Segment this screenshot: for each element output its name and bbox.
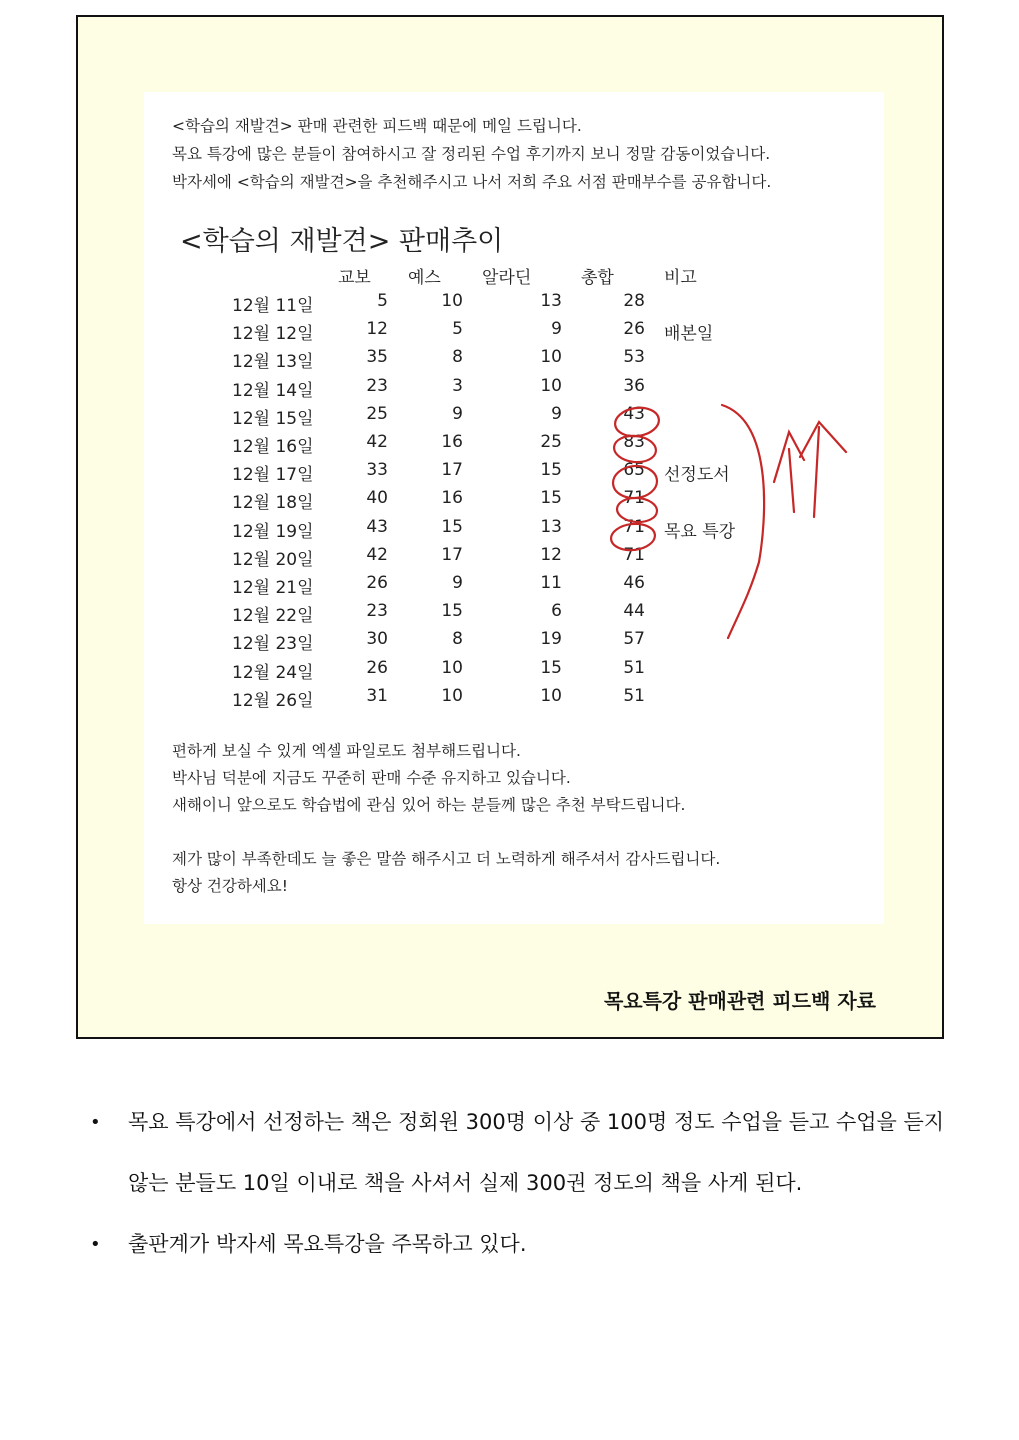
- row-date: 12월 16일: [232, 437, 314, 457]
- row-date: 12월 15일: [232, 408, 314, 429]
- cell-kyobo: 26: [366, 657, 388, 678]
- email-screenshot: [144, 92, 884, 924]
- header-yes: 예스: [408, 268, 441, 288]
- bullet-text: 목요 특강에서 선정하는 책은 정회원 300명 이상 중 100명 정도 수업을 듣고 수업을 듣지 않는 분들도 10일 이내로 책을 사셔서 실제 300권 정도의 책을 사게 된다.: [128, 1110, 945, 1195]
- cell-yes: 17: [441, 544, 463, 565]
- cell-kyobo: 33: [366, 460, 388, 481]
- cell-aladin: 10: [540, 375, 562, 396]
- table-row: [144, 686, 884, 714]
- cell-aladin: 9: [551, 403, 562, 424]
- cell-note: 선정도서: [664, 465, 730, 486]
- cell-yes: 10: [441, 657, 463, 678]
- cell-yes: 10: [441, 291, 463, 311]
- table-row: [144, 488, 884, 516]
- table-row: [144, 601, 884, 629]
- cell-aladin: 12: [540, 544, 562, 565]
- bullet-text: 출판계가 박자세 목요특강을 주목하고 있다.: [128, 1232, 527, 1256]
- cell-note: 목요 특강: [664, 521, 736, 542]
- row-date: 12월 23일: [232, 634, 314, 655]
- cell-aladin: 13: [540, 516, 562, 537]
- cell-total: 51: [623, 657, 645, 678]
- cell-kyobo: 30: [366, 629, 388, 650]
- table-row: [144, 545, 884, 573]
- row-date: 12월 26일: [232, 690, 314, 711]
- cell-note: 배본일: [664, 324, 714, 345]
- cell-aladin: 10: [540, 685, 562, 706]
- cell-kyobo: 25: [366, 403, 388, 424]
- cell-yes: 17: [441, 460, 463, 481]
- cell-yes: 16: [441, 432, 463, 452]
- cell-total: 65: [623, 460, 645, 481]
- table-row: [144, 517, 884, 545]
- cell-kyobo: 43: [366, 516, 388, 537]
- closing-line: 항상 건강하세요!: [172, 877, 288, 895]
- email-outro: [172, 738, 720, 900]
- cell-aladin: 11: [540, 573, 562, 593]
- cell-yes: 9: [452, 573, 463, 593]
- bullet-item: [90, 1092, 950, 1214]
- bullet-list: [90, 1092, 950, 1275]
- cell-yes: 8: [452, 629, 463, 650]
- cell-kyobo: 31: [366, 685, 388, 706]
- cell-yes: 15: [441, 601, 463, 622]
- table-row: [144, 629, 884, 657]
- row-date: 12월 11일: [232, 296, 314, 316]
- cell-yes: 3: [452, 375, 463, 396]
- cell-aladin: 9: [551, 319, 562, 340]
- cell-kyobo: 40: [366, 488, 388, 509]
- outro-line: 박사님 덕분에 지금도 꾸준히 판매 수준 유지하고 있습니다.: [172, 769, 571, 787]
- cell-yes: 9: [452, 403, 463, 424]
- table-row: [144, 376, 884, 404]
- figure-frame: [76, 15, 944, 1039]
- table-title: <학습의 재발견> 판매추이: [180, 226, 504, 257]
- cell-kyobo: 42: [366, 544, 388, 565]
- row-date: 12월 20일: [232, 549, 314, 570]
- bullet-item: [90, 1214, 950, 1275]
- row-date: 12월 18일: [232, 493, 314, 514]
- cell-yes: 8: [452, 347, 463, 368]
- cell-aladin: 15: [540, 657, 562, 678]
- table-row: [144, 404, 884, 432]
- cell-kyobo: 12: [366, 319, 388, 340]
- closing-line: 제가 많이 부족한데도 늘 좋은 말씀 해주시고 더 노력하게 해주셔서 감사드립니다.: [172, 850, 721, 868]
- cell-total: 43: [623, 403, 645, 424]
- cell-kyobo: 5: [377, 291, 388, 311]
- header-aladin: 알라딘: [482, 268, 532, 288]
- header-note: 비고: [664, 268, 697, 288]
- cell-yes: 5: [452, 319, 463, 340]
- table-row: [144, 319, 884, 347]
- table-row: [144, 460, 884, 488]
- row-date: 12월 14일: [232, 380, 314, 401]
- bullet-marker: •: [90, 1234, 101, 1255]
- row-date: 12월 24일: [232, 662, 314, 683]
- row-date: 12월 17일: [232, 465, 314, 486]
- intro-line: <학습의 재발견> 판매 관련한 피드백 때문에 메일 드립니다.: [172, 117, 582, 135]
- table-row: [144, 573, 884, 601]
- header-kyobo: 교보: [338, 268, 371, 288]
- cell-aladin: 13: [540, 291, 562, 311]
- cell-kyobo: 42: [366, 432, 388, 452]
- cell-total: 44: [623, 601, 645, 622]
- intro-line: 박자세에 <학습의 재발견>을 추천해주시고 나서 저희 주요 서점 판매부수를 공유합니다.: [172, 173, 772, 191]
- cell-total: 71: [623, 516, 645, 537]
- row-date: 12월 22일: [232, 606, 314, 627]
- intro-line: 목요 특강에 많은 분들이 참여하시고 잘 정리된 수업 후기까지 보니 정말 감동이었습니다.: [172, 145, 771, 163]
- cell-yes: 10: [441, 685, 463, 706]
- email-intro: [172, 112, 771, 196]
- cell-total: 71: [623, 488, 645, 509]
- cell-aladin: 10: [540, 347, 562, 368]
- cell-aladin: 15: [540, 460, 562, 481]
- table-row: [144, 432, 884, 460]
- cell-total: 28: [623, 291, 645, 311]
- cell-aladin: 25: [540, 432, 562, 452]
- table-row: [144, 347, 884, 375]
- cell-total: 71: [623, 544, 645, 565]
- cell-aladin: 19: [540, 629, 562, 650]
- cell-kyobo: 23: [366, 601, 388, 622]
- cell-yes: 15: [441, 516, 463, 537]
- cell-aladin: 15: [540, 488, 562, 509]
- cell-kyobo: 35: [366, 347, 388, 368]
- cell-kyobo: 26: [366, 573, 388, 593]
- cell-total: 57: [623, 629, 645, 650]
- header-total: 총합: [581, 268, 614, 288]
- cell-yes: 16: [441, 488, 463, 509]
- table-row: [144, 291, 884, 319]
- cell-total: 51: [623, 685, 645, 706]
- table-row: [144, 658, 884, 686]
- cell-total: 83: [623, 432, 645, 452]
- cell-total: 26: [623, 319, 645, 340]
- row-date: 12월 21일: [232, 578, 314, 598]
- cell-total: 46: [623, 573, 645, 593]
- row-date: 12월 19일: [232, 521, 314, 542]
- cell-kyobo: 23: [366, 375, 388, 396]
- cell-total: 36: [623, 375, 645, 396]
- outro-line: 편하게 보실 수 있게 엑셀 파일로도 첨부해드립니다.: [172, 742, 521, 760]
- row-date: 12월 13일: [232, 352, 314, 373]
- bullet-marker: •: [90, 1112, 101, 1133]
- figure-caption: 목요특강 판매관련 피드백 자료: [603, 989, 876, 1013]
- cell-total: 53: [623, 347, 645, 368]
- outro-line: 새해이니 앞으로도 학습법에 관심 있어 하는 분들께 많은 추천 부탁드립니다.: [172, 796, 686, 814]
- cell-aladin: 6: [551, 601, 562, 622]
- row-date: 12월 12일: [232, 324, 314, 345]
